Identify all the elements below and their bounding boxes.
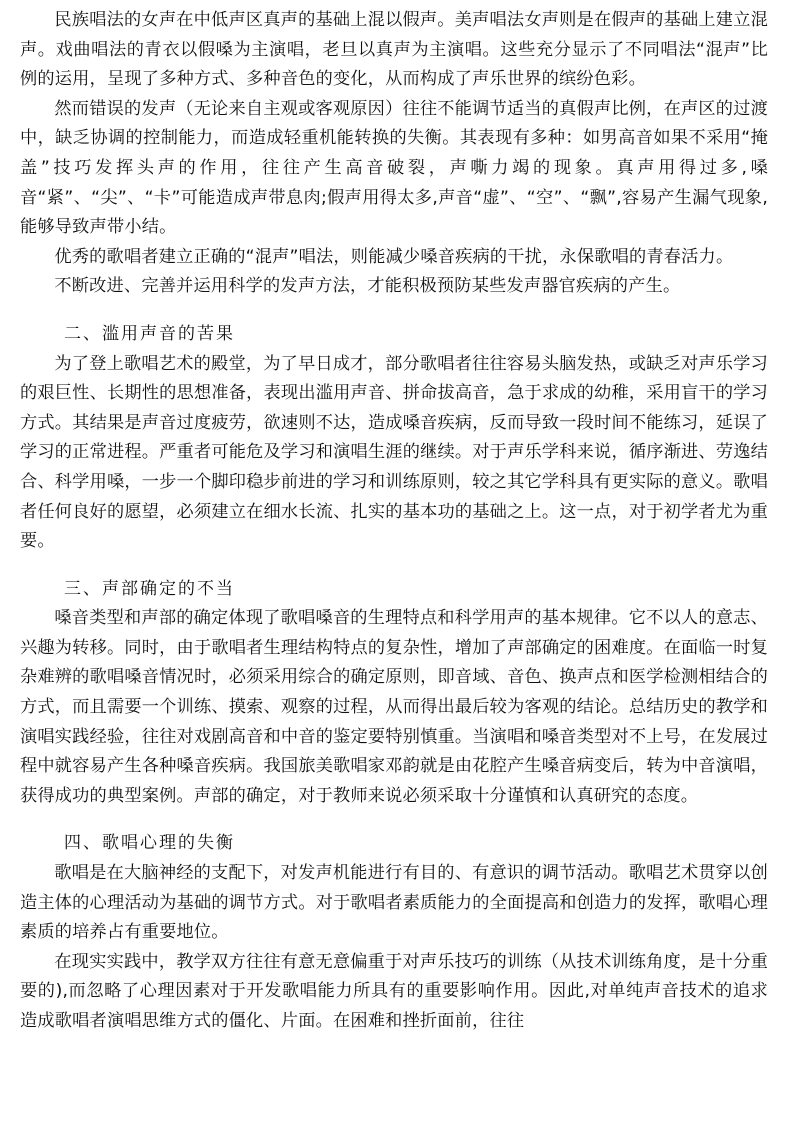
section-heading: 三、声部确定的不当 [64, 578, 235, 599]
paragraph: 在现实实践中，教学双方往往有意无意偏重于对声乐技巧的训练（从技术训练角度，是十分重要的),而忽略了心理因素对于开发歌唱能力所具有的重要影响作用。因此,对单纯声音技术的追求造成歌唱者演唱思维方式的僵化、片面。在困难和挫折面前，往往 [20, 951, 768, 1031]
paragraph: 优秀的歌唱者建立正确的“混声”唱法，则能减少嗓音疾病的干扰，永保歌唱的青春活力。 [54, 246, 734, 267]
document-page [20, 6, 768, 1037]
paragraph: 然而错误的发声（无论来自主观或客观原因）往往不能调节适当的真假声比例，在声区的过渡中，缺乏协调的控制能力，而造成轻重机能转换的失衡。其表现有多种：如男高音如果不采用“掩盖”技巧发挥头声的作用，往往产生高音破裂，声嘶力竭的现象。真声用得过多,嗓音“紧”、“尖”、“卡”可能造成声带息肉;假声用得太多,声音“虚”、“空”、“飘”,容易产生漏气现象,能够导致声带小结。 [20, 98, 768, 238]
section-heading: 二、滥用声音的苦果 [64, 323, 235, 344]
paragraph: 嗓音类型和声部的确定体现了歌唱嗓音的生理特点和科学用声的基本规律。它不以人的意志、兴趣为转移。同时，由于歌唱者生理结构特点的复杂性，增加了声部确定的困难度。在面临一时复杂难辨的歌唱嗓音情况时，必须采用综合的确定原则，即音域、音色、换声点和医学检测相结合的方式，而且需要一个训练、摸索、观察的过程，从而得出最后较为客观的结论。总结历史的教学和演唱实践经验，往往对戏剧高音和中音的鉴定要特别慎重。当演唱和嗓音类型对不上号，在发展过程中就容易产生各种嗓音疾病。我国旅美歌唱家邓韵就是由花腔产生嗓音病变后，转为中音演唱，获得成功的典型案例。声部的确定，对于教师来说必须采取十分谨慎和认真研究的态度。 [20, 608, 768, 806]
paragraph: 民族唱法的女声在中低声区真声的基础上混以假声。美声唱法女声则是在假声的基础上建立混声。戏曲唱法的青衣以假嗓为主演唱，老旦以真声为主演唱。这些充分显示了不同唱法“混声”比例的运用，呈现了多种方式、多种音色的变化，从而构成了声乐世界的缤纷色彩。 [20, 10, 768, 90]
paragraph: 为了登上歌唱艺术的殿堂，为了早日成才，部分歌唱者往往容易头脑发热，或缺乏对声乐学习的艰巨性、长期性的思想准备，表现出滥用声音、拼命拔高音，急于求成的幼稚，采用盲干的学习方式。其结果是声音过度疲劳，欲速则不达，造成嗓音疾病，反而导致一段时间不能练习，延误了学习的正常进程。严重者可能危及学习和演唱生涯的继续。对于声乐学科来说，循序渐进、劳逸结合、科学用嗓，一步一个脚印稳步前进的学习和训练原则，较之其它学科具有更实际的意义。歌唱者任何良好的愿望，必须建立在细水长流、扎实的基本功的基础之上。这一点，对于初学者尤为重要。 [20, 353, 768, 552]
section-heading: 四、歌唱心理的失衡 [64, 833, 235, 854]
paragraph: 歌唱是在大脑神经的支配下，对发声机能进行有目的、有意识的调节活动。歌唱艺术贯穿以创造主体的心理活动为基础的调节方式。对于歌唱者素质能力的全面提高和创造力的发挥，歌唱心理素质的培养占有重要地位。 [20, 863, 768, 943]
paragraph: 不断改进、完善并运用科学的发声方法，才能积极预防某些发声器官疾病的产生。 [54, 276, 681, 297]
